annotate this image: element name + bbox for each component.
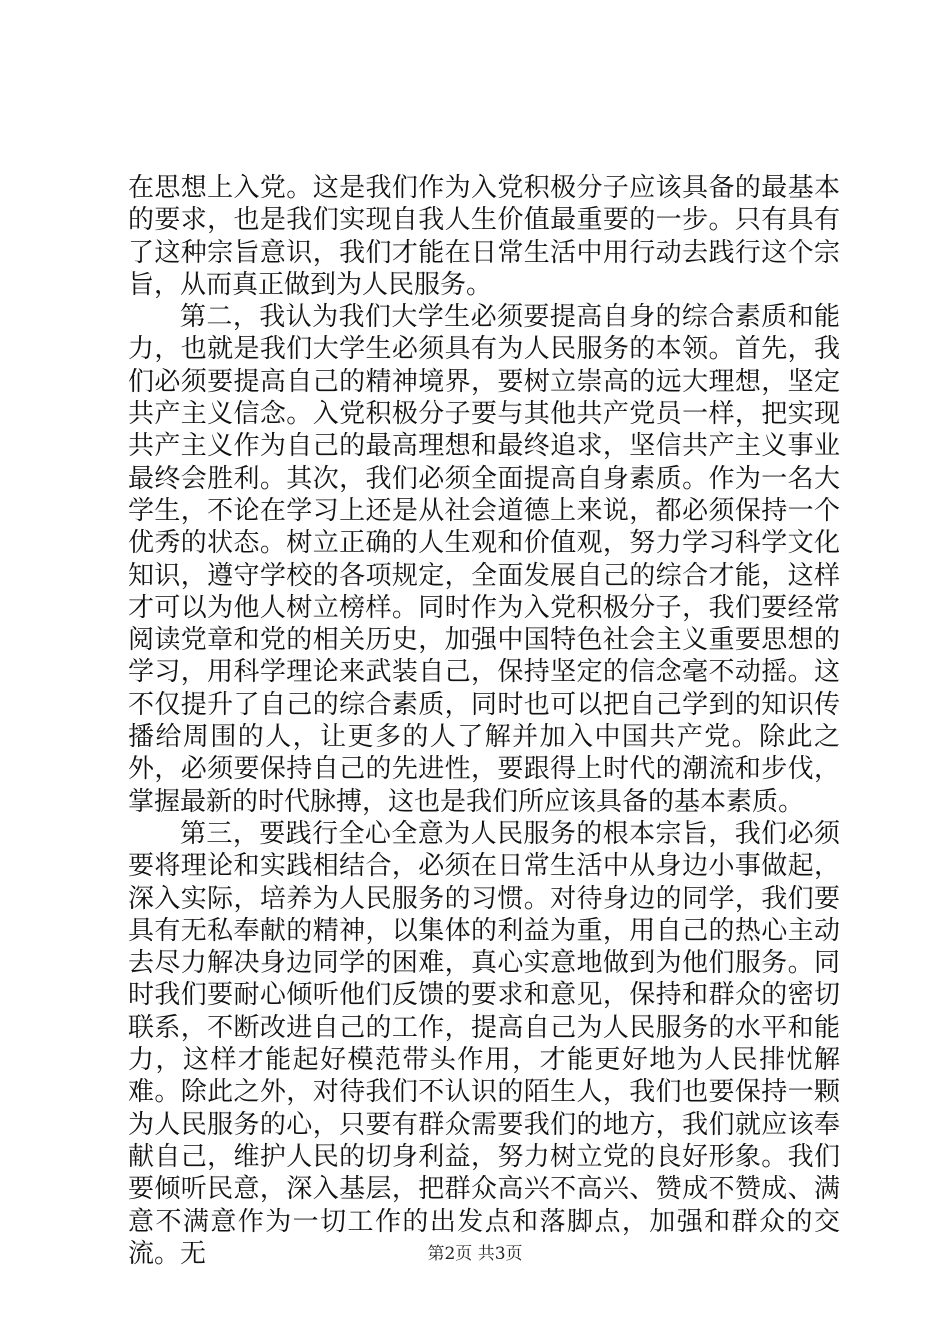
paragraph-second-point: 第二，我认为我们大学生必须要提高自身的综合素质和能力，也就是我们大学生必须具有为人民服务的本领。首先，我们必须要提高自己的精神境界，要树立崇高的远大理想，坚定共产主义信念。入党积极分子要与其他共产党员一样，把实现共产主义作为自己的最高理想和最终追求，坚信共产主义事业最终会胜利。其次，我们必须全面提高自身素质。作为一名大学生，不论在学习上还是从社会道德上来说，都必须保持一个优秀的状态。树立正确的人生观和价值观，努力学习科学文化知识，遵守学校的各项规定，全面发展自己的综合才能，这样才可以为他人树立榜样。同时作为入党积极分子，我们要经常阅读党章和党的相关历史，加强中国特色社会主义重要思想的学习，用科学理论来武装自己，保持坚定的信念毫不动摇。这不仅提升了自己的综合素质，同时也可以把自己学到的知识传播给周围的人，让更多的人了解并加入中国共产党。除此之外，必须要保持自己的先进性，要跟得上时代的潮流和步伐，掌握最新的时代脉搏，这也是我们所应该具备的基本素质。 — [128, 302, 840, 817]
page-footer: 第2页 共3页 — [427, 1244, 523, 1264]
document-body — [128, 172, 840, 1270]
paragraph-continuation: 在思想上入党。这是我们作为入党积极分子应该具备的最基本的要求，也是我们实现自我人生价值最重要的一步。只有具有了这种宗旨意识，我们才能在日常生活中用行动去践行这个宗旨，从而真正做到为人民服务。 — [128, 173, 840, 300]
paragraph-third-point: 第三，要践行全心全意为人民服务的根本宗旨，我们必须要将理论和实践相结合，必须在日常生活中从身边小事做起，深入实际，培养为人民服务的习惯。对待身边的同学，我们要具有无私奉献的精神，以集体的利益为重，用自己的热心主动去尽力解决身边同学的困难，真心实意地做到为他们服务。同时我们要耐心倾听他们反馈的要求和意见，保持和群众的密切联系，不断改进自己的工作，提高自己为人民服务的水平和能力，这样才能起好模范带头作用，才能更好地为人民排忧解难。除此之外，对待我们不认识的陌生人，我们也要保持一颗为人民服务的心，只要有群众需要我们的地方，我们就应该奉献自己，维护人民的切身利益，努力树立党的良好形象。我们要倾听民意，深入基层，把群众高兴不高兴、赞成不赞成、满意不满意作为一切工作的出发点和落脚点，加强和群众的交流。无 — [128, 818, 840, 1269]
